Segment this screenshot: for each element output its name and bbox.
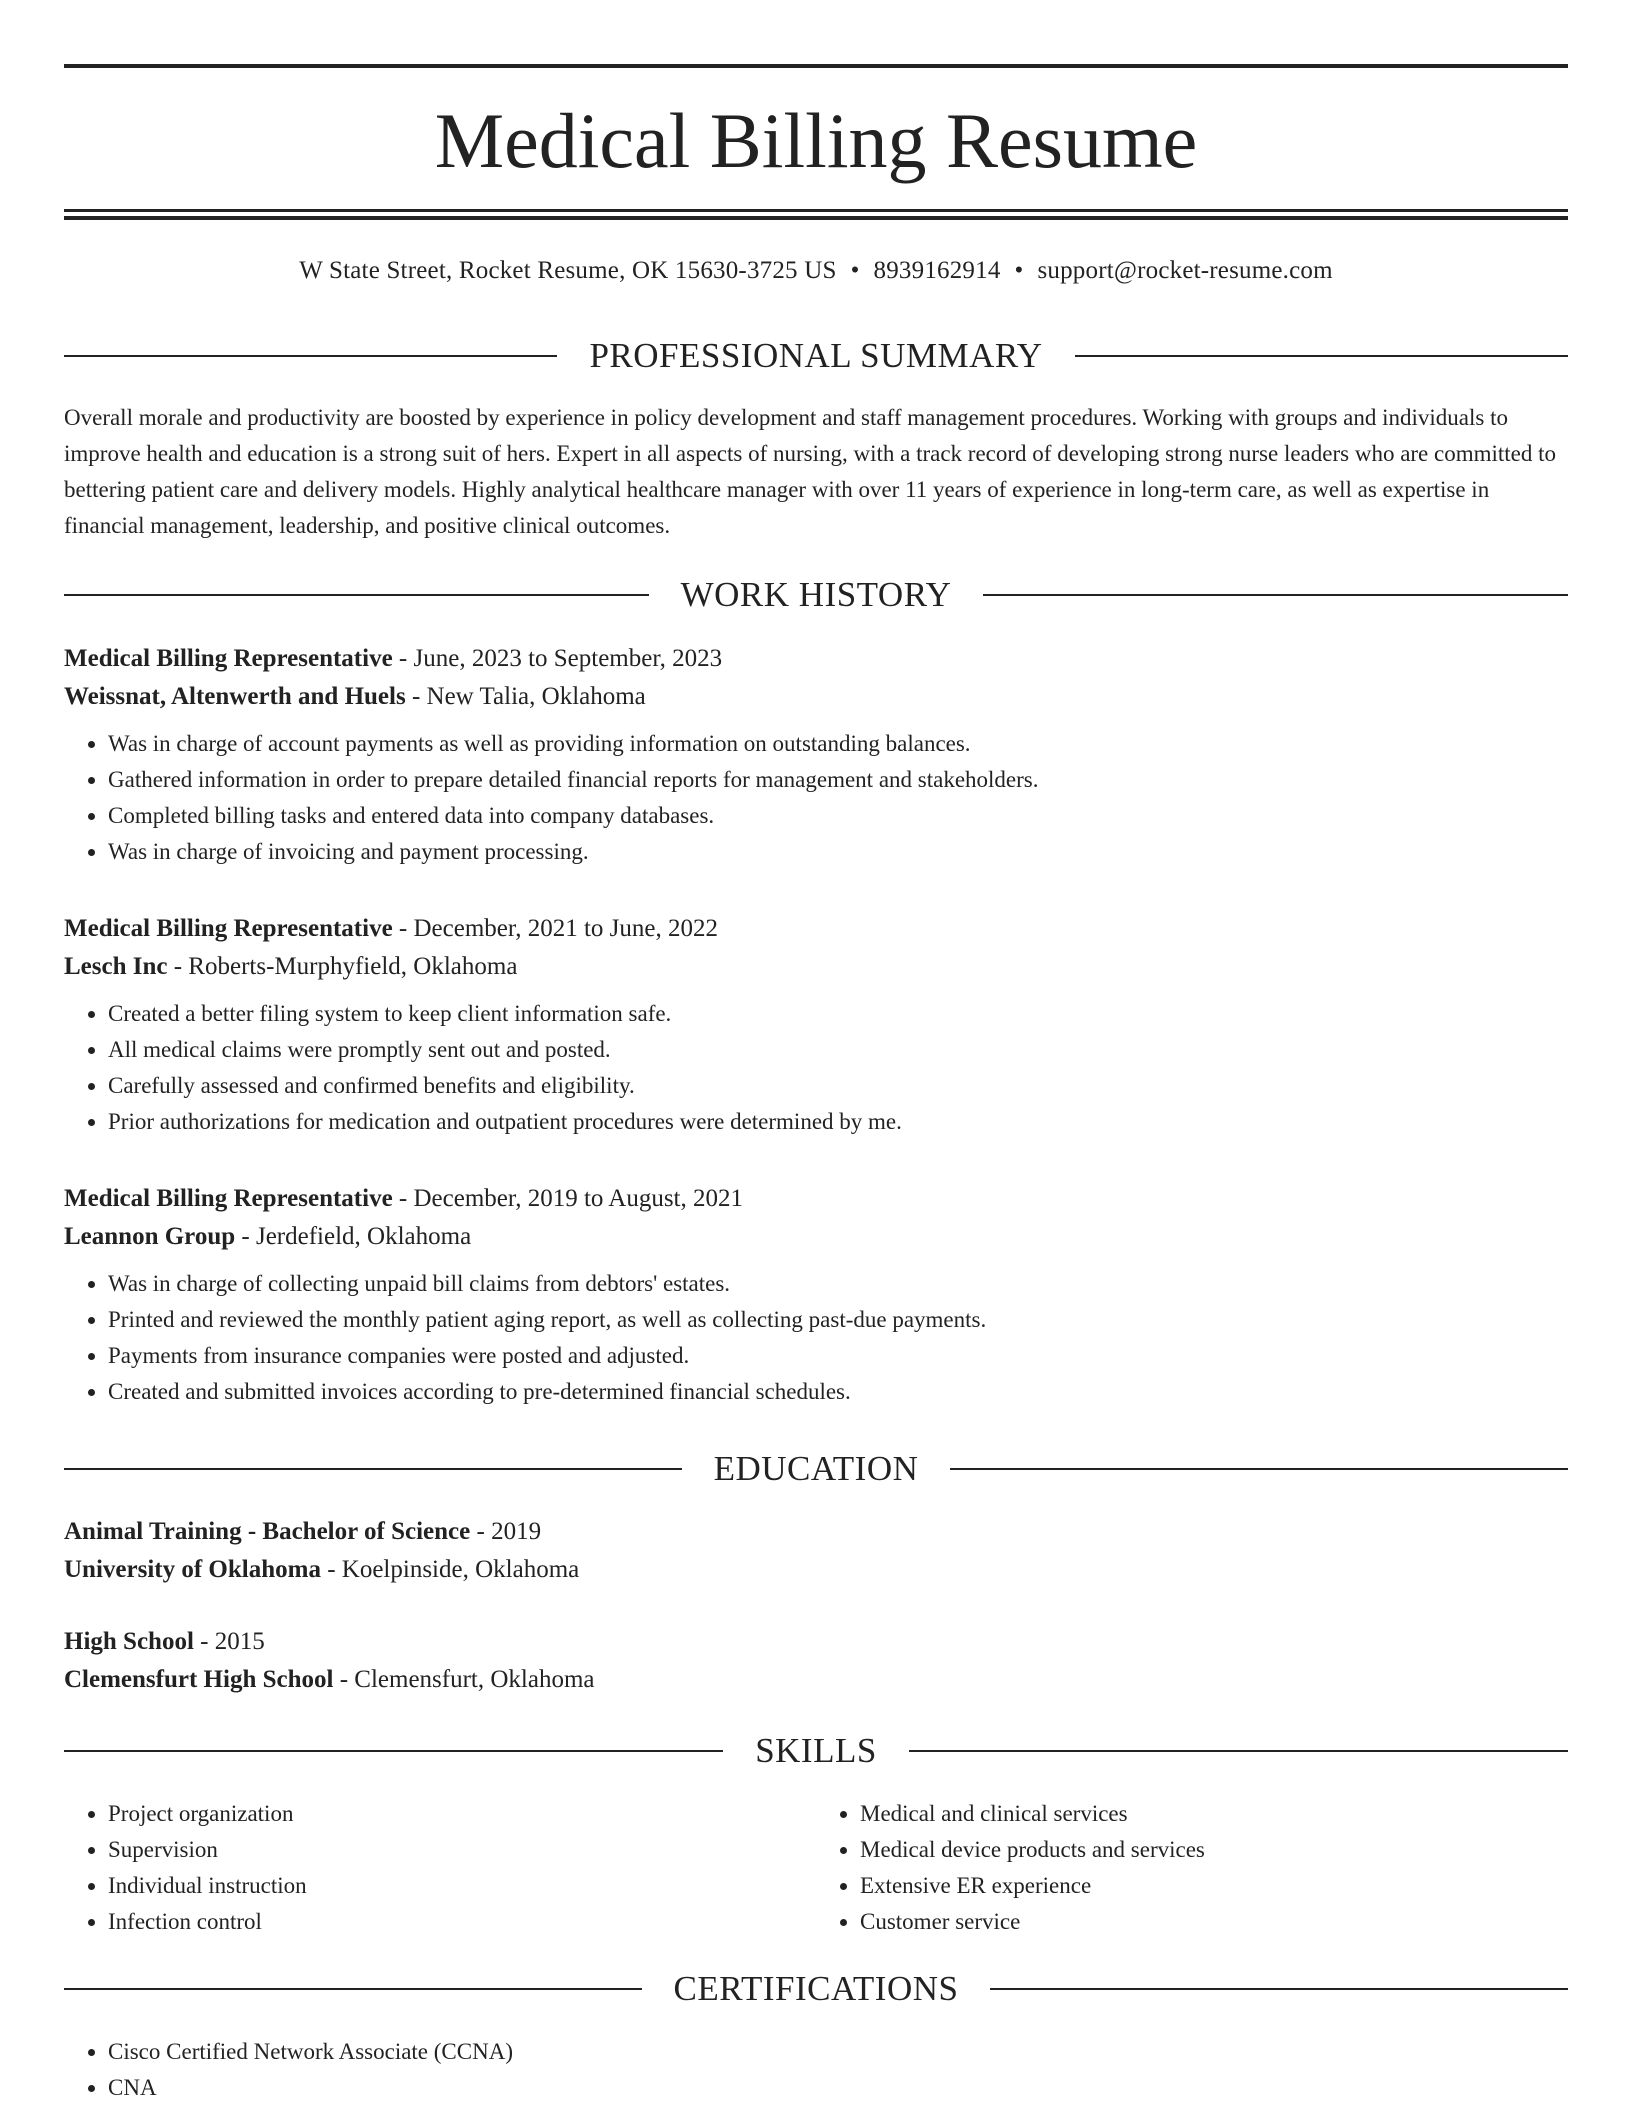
education-school: Clemensfurt High School (64, 1666, 334, 1693)
list-item: • Medical and clinical services (860, 1796, 1568, 1832)
job-company-line (64, 948, 1568, 986)
section-rule (64, 1750, 723, 1752)
job-company: Leannon Group (64, 1223, 236, 1250)
job-company: Weissnat, Altenwerth and Huels (64, 683, 406, 710)
job-title: Medical Billing Representative (64, 915, 393, 942)
education-school-line (64, 1551, 1568, 1589)
contact-phone: 8939162914 (873, 257, 1001, 284)
list-item: • Project organization (108, 1796, 816, 1832)
job-location: - Roberts-Murphyfield, Oklahoma (167, 953, 518, 980)
list-item: • Supervision (108, 1832, 816, 1868)
job-entry (64, 1180, 1568, 1410)
job-title: Medical Billing Representative (64, 645, 393, 672)
education-year: - 2019 (470, 1518, 542, 1545)
list-item: • Cisco Certified Network Associate (CCNA) (108, 2034, 1568, 2070)
list-item: • Created and submitted invoices according to pre-determined financial schedules. (108, 1374, 1568, 1410)
top-rule (64, 64, 1568, 68)
education-entry (64, 1623, 1568, 1699)
section-header-summary (64, 336, 1568, 376)
certifications-list (64, 2034, 1568, 2106)
section-title: WORK HISTORY (680, 575, 952, 614)
skills-list-left (64, 1796, 816, 1940)
list-item: • Infection control (108, 1904, 816, 1940)
certifications (64, 2034, 1568, 2106)
job-entry (64, 910, 1568, 1140)
contact-separator: • (1014, 257, 1024, 284)
job-dates: - December, 2019 to August, 2021 (392, 1185, 744, 1212)
contact-line (64, 255, 1568, 287)
section-rule (983, 594, 1568, 596)
summary-text: Overall morale and productivity are boosted by experience in policy development and staff management procedures. Working with groups and individuals to improve health and education is a strong suit of hers. Expert in all aspects of nursing, with a track record of developing strong nurse leaders who are committed to bettering patient care and delivery models. Highly analytical healthcare manager with over 11 years of experience in long-term care, as well as expertise in financial management, leadership, and positive clinical outcomes. (64, 405, 1557, 538)
section-rule (990, 1988, 1568, 1990)
job-dates: - December, 2021 to June, 2022 (392, 915, 718, 942)
list-item: • All medical claims were promptly sent out and posted. (108, 1032, 1568, 1068)
section-title: EDUCATION (713, 1449, 919, 1488)
list-item: • CNA (108, 2070, 1568, 2106)
section-header-skills (64, 1731, 1568, 1771)
contact-email: support@rocket-resume.com (1037, 257, 1333, 284)
list-item: • Completed billing tasks and entered data into company databases. (108, 798, 1568, 834)
section-title: PROFESSIONAL SUMMARY (589, 336, 1043, 375)
title-rule-lower (64, 216, 1568, 220)
list-item: • Created a better filing system to keep client information safe. (108, 996, 1568, 1032)
section-rule (909, 1750, 1568, 1752)
section-rule (64, 594, 649, 596)
contact-separator: • (850, 257, 860, 284)
education-location: - Koelpinside, Oklahoma (320, 1556, 580, 1583)
skills-columns (64, 1796, 1568, 1940)
section-title: CERTIFICATIONS (673, 1969, 959, 2008)
section-header-work (64, 575, 1568, 615)
job-bullets (64, 726, 1568, 870)
skills-list-right (816, 1796, 1568, 1940)
list-item: • Was in charge of account payments as well as providing information on outstanding balances. (108, 726, 1568, 762)
list-item: • Carefully assessed and confirmed benefits and eligibility. (108, 1068, 1568, 1104)
job-location: - New Talia, Oklahoma (405, 683, 646, 710)
education-year: - 2015 (193, 1628, 265, 1655)
list-item: • Customer service (860, 1904, 1568, 1940)
job-title: Medical Billing Representative (64, 1185, 393, 1212)
education-location: - Clemensfurt, Oklahoma (333, 1666, 595, 1693)
list-item: • Payments from insurance companies were posted and adjusted. (108, 1338, 1568, 1374)
job-bullets (64, 1266, 1568, 1410)
list-item: • Printed and reviewed the monthly patient aging report, as well as collecting past-due payments. (108, 1302, 1568, 1338)
section-rule (64, 1988, 642, 1990)
list-item: • Prior authorizations for medication and outpatient procedures were determined by me. (108, 1104, 1568, 1140)
education-school-line (64, 1661, 1568, 1699)
education-degree-line (64, 1513, 1568, 1551)
job-company: Lesch Inc (64, 953, 168, 980)
contact-address: W State Street, Rocket Resume, OK 15630-3725 US (299, 257, 837, 284)
section-header-education (64, 1449, 1568, 1489)
section-rule (64, 1468, 682, 1470)
title-rule-upper (64, 209, 1568, 212)
list-item: • Was in charge of collecting unpaid bill claims from debtors' estates. (108, 1266, 1568, 1302)
education-degree: Animal Training - Bachelor of Science (64, 1518, 471, 1545)
job-title-line (64, 1180, 1568, 1218)
job-company-line (64, 678, 1568, 716)
list-item: • Medical device products and services (860, 1832, 1568, 1868)
section-title: SKILLS (755, 1731, 877, 1770)
list-item: • Was in charge of invoicing and payment processing. (108, 834, 1568, 870)
job-bullets (64, 996, 1568, 1140)
job-dates: - June, 2023 to September, 2023 (392, 645, 723, 672)
job-title-line (64, 910, 1568, 948)
job-company-line (64, 1218, 1568, 1256)
job-entry (64, 640, 1568, 870)
education-degree-line (64, 1623, 1568, 1661)
list-item: • Extensive ER experience (860, 1868, 1568, 1904)
list-item: • Individual instruction (108, 1868, 816, 1904)
education-school: University of Oklahoma (64, 1556, 321, 1583)
section-rule (64, 355, 557, 357)
education-degree: High School (64, 1628, 194, 1655)
job-title-line (64, 640, 1568, 678)
section-header-certifications (64, 1969, 1568, 2009)
job-location: - Jerdefield, Oklahoma (235, 1223, 472, 1250)
education-entry (64, 1513, 1568, 1589)
list-item: • Gathered information in order to prepare detailed financial reports for management and stakeholders. (108, 762, 1568, 798)
section-rule (950, 1468, 1568, 1470)
resume-title: Medical Billing Resume (434, 97, 1198, 184)
section-rule (1075, 355, 1568, 357)
